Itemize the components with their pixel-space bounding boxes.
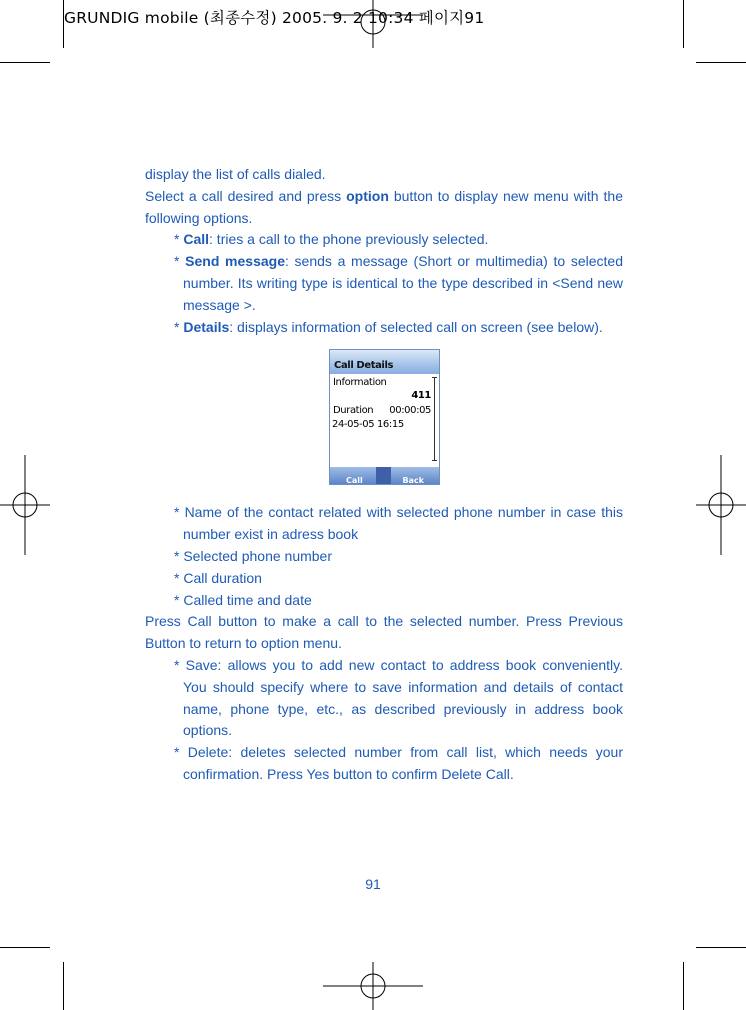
emphasis-details: Details: [183, 318, 230, 335]
print-header: GRUNDIG mobile (최종수정) 2005. 9. 2 10:34 페이지91: [64, 9, 485, 27]
phone-body: [330, 374, 439, 466]
bullet-star: *: [174, 231, 184, 248]
crop-mark-top-right-v: [683, 0, 684, 48]
softkey-center: [376, 467, 391, 484]
emphasis-option: option: [346, 187, 389, 204]
bullet-star: *: [174, 318, 184, 335]
softkey-back: Back: [402, 476, 424, 486]
phone-scrollbar: [434, 377, 435, 461]
bullet-delete: * Delete: deletes selected number from call list, which needs your confirmation. Press Yes button to confirm Delete Call.: [174, 744, 623, 782]
phone-info-label: Information: [333, 377, 387, 389]
crop-mark-top-left-v: [63, 0, 64, 48]
crop-mark-bottom-right-v: [683, 962, 684, 1010]
phone-title-bar: [330, 350, 439, 374]
phone-number: 411: [411, 390, 431, 402]
phone-screenshot-area: [145, 338, 623, 502]
crop-mark-top-right-h: [696, 62, 746, 63]
list-item: * Call duration: [174, 569, 262, 586]
list-item: * Called time and date: [174, 591, 312, 608]
crop-mark-bottom-right-h: [696, 947, 746, 948]
phone-title: Call Details: [334, 360, 394, 372]
text-segment: : displays information of selected call on screen (see below).: [229, 318, 603, 335]
paragraph-select-call: [145, 186, 623, 230]
paragraph-press-call: Press Call button to make a call to the selected number. Press Previous Button to return to option menu.: [145, 613, 623, 652]
phone-datetime: 24-05-05 16:15: [332, 419, 404, 431]
bullet-call: [174, 229, 623, 251]
registration-mark-right-icon: [696, 455, 746, 555]
phone-duration-label: Duration: [333, 405, 374, 417]
emphasis-call: Call: [183, 231, 210, 248]
list-item: * Name of the contact related with selected phone number in case this number exist in adress book: [174, 504, 623, 543]
bullet-star: *: [174, 253, 186, 270]
text-segment: : tries a call to the phone previously selected.: [209, 231, 489, 248]
text-segment: : sends a message (Short or multimedia) to selected number. Its writing type is identical to the type described in <Send new message >.: [183, 253, 623, 313]
bullet-send-message: [174, 251, 623, 316]
registration-mark-top-icon: [323, 0, 423, 50]
bullet-details: [174, 317, 623, 339]
registration-mark-left-icon: [0, 455, 50, 555]
softkey-call: Call: [346, 476, 363, 486]
phone-screen: [329, 349, 440, 485]
bullet-save: * Save: allows you to add new contact to address book conveniently. You should specify where to save information and details of contact name, phone type, etc., as described previously in address book options.: [174, 656, 623, 739]
emphasis-send-message: Send message: [185, 253, 285, 270]
registration-mark-bottom-icon: [323, 960, 423, 1010]
crop-mark-bottom-left-v: [63, 962, 64, 1010]
phone-duration-value: 00:00:05: [389, 405, 431, 417]
page-content: [145, 164, 623, 786]
text-segment: button to display new menu with the following options.: [145, 187, 623, 226]
crop-mark-bottom-left-h: [0, 947, 50, 948]
paragraph-intro: display the list of calls dialed.: [145, 166, 326, 182]
text-segment: Select a call desired and press: [145, 187, 347, 204]
phone-softkey-bar: [330, 467, 439, 484]
list-item: * Selected phone number: [174, 547, 332, 564]
crop-mark-top-left-h: [0, 62, 50, 63]
page-number: 91: [365, 876, 381, 892]
